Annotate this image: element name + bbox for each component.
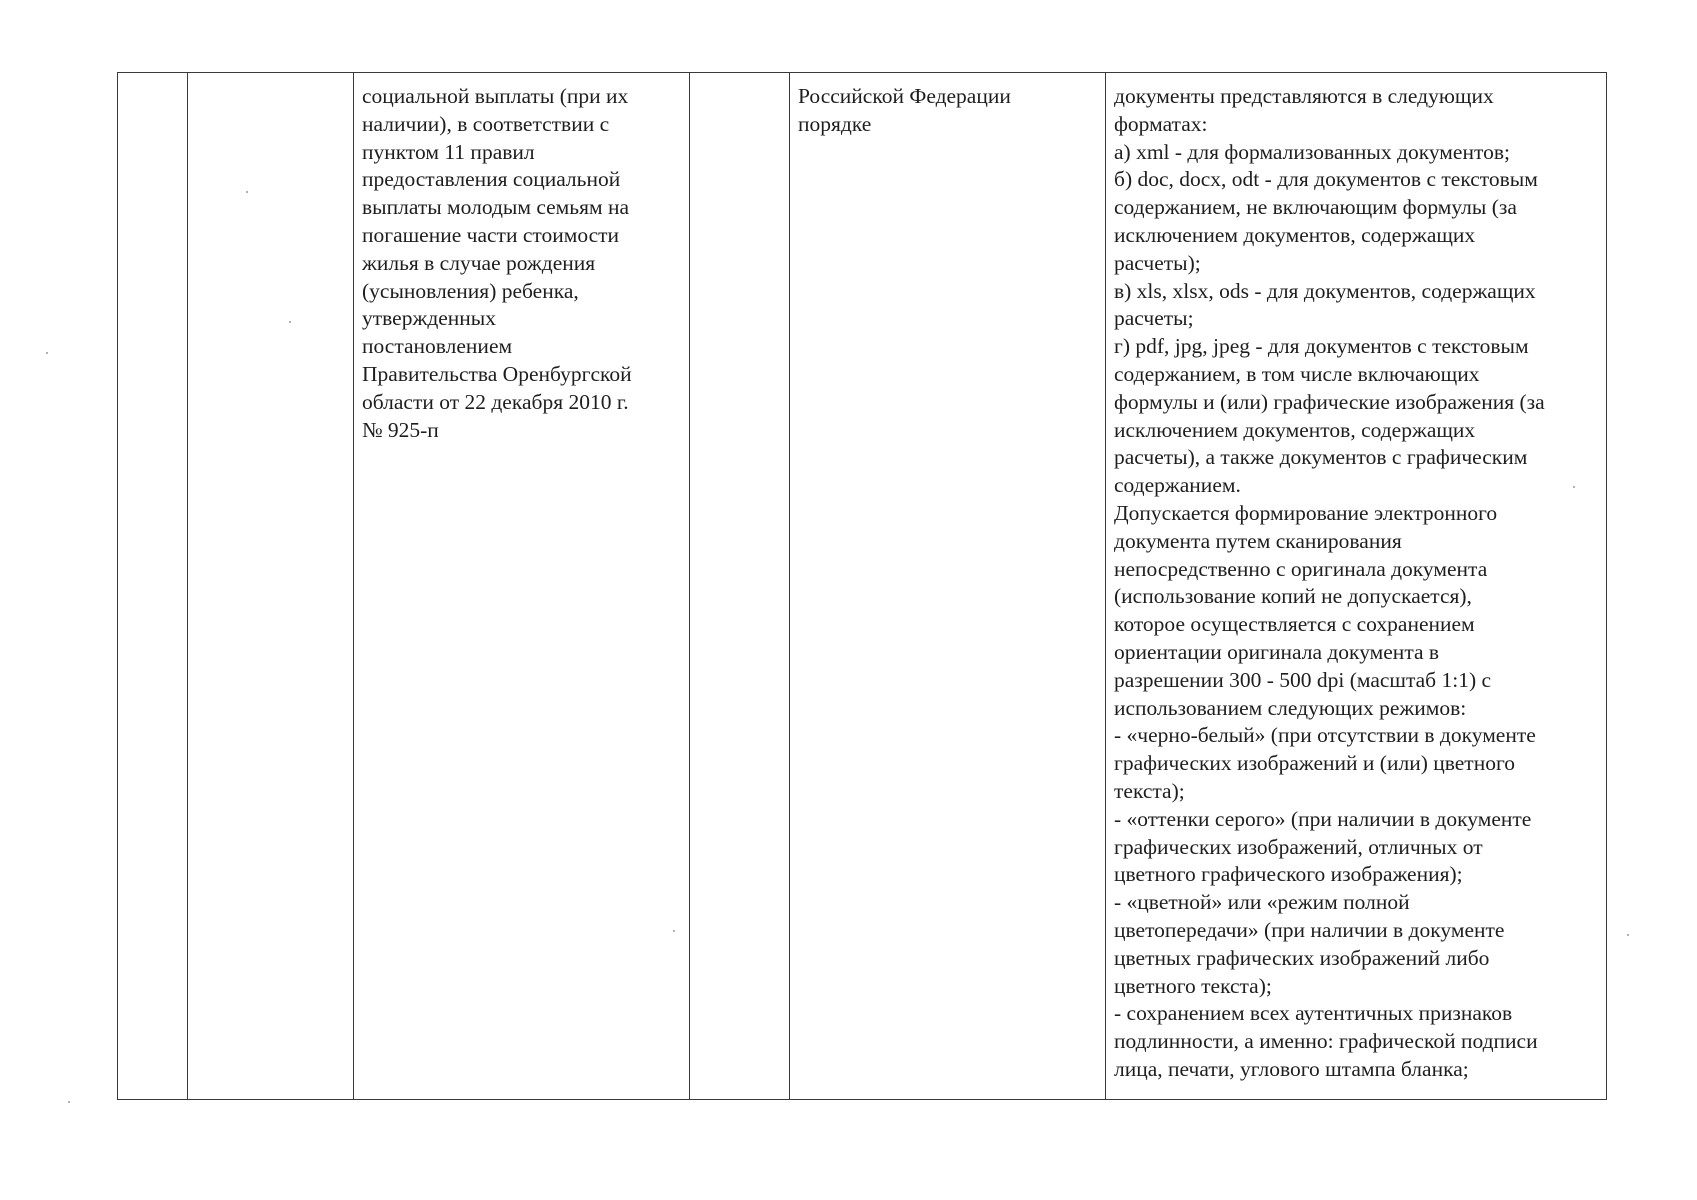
text-line: ориентации оригинала документа в (1114, 639, 1440, 664)
text-line: форматах: (1114, 111, 1208, 136)
text-line: подлинности, а именно: графической подписи (1114, 1029, 1538, 1054)
text-line: содержанием, не включающим формулы (за (1114, 195, 1517, 220)
text-line: предоставления социальной (362, 167, 621, 192)
scan-speck (246, 191, 248, 193)
text-line: Российской Федерации (798, 84, 1011, 108)
text-line: в) xls, xlsx, ods - для документов, содержащих (1114, 278, 1536, 303)
text-line: постановлением (362, 334, 513, 359)
text-line: (усыновления) ребенка, (362, 278, 579, 303)
table-row (118, 73, 1607, 1100)
text-line: - «черно-белый» (при отсутствии в документе (1114, 723, 1536, 748)
requirements-table (117, 72, 1607, 1100)
text-line: документы представляются в следующих (1114, 84, 1494, 108)
text-line: - «цветной» или «режим полной (1114, 890, 1410, 915)
text-line: цветных графических изображений либо (1114, 945, 1490, 970)
text-line: утвержденных (362, 306, 497, 331)
text-line: выплаты молодым семьям на (362, 195, 630, 220)
text-line: жилья в случае рождения (362, 250, 596, 275)
text-line: цветного текста); (1114, 973, 1272, 998)
scan-speck (289, 321, 291, 323)
cell-legal-basis (354, 73, 690, 1100)
cell-name (188, 73, 354, 1100)
scan-speck (673, 930, 675, 932)
text-line: области от 22 декабря 2010 г. (362, 389, 629, 414)
text-line: наличии), в соответствии с (362, 111, 610, 136)
scan-speck (68, 1101, 70, 1103)
text-line: Правительства Оренбургской (362, 361, 632, 386)
scan-speck (1627, 934, 1629, 936)
text-line: расчеты), а также документов с графическим (1114, 445, 1528, 470)
text-line: исключением документов, содержащих (1114, 417, 1476, 442)
text-line: графических изображений и (или) цветного (1114, 751, 1515, 776)
text-line: порядке (798, 111, 872, 136)
text-line: разрешении 300 - 500 dpi (масштаб 1:1) с (1114, 667, 1492, 692)
text-line: погашение части стоимости (362, 222, 620, 247)
scan-speck (46, 352, 48, 354)
text-line: (использование копий не допускается), (1114, 584, 1472, 609)
text-line: - «оттенки серого» (при наличии в документе (1114, 806, 1532, 831)
text-line: использованием следующих режимов: (1114, 695, 1467, 720)
text-line: г) pdf, jpg, jpeg - для документов с текстовым (1114, 334, 1529, 359)
text-line: графических изображений, отличных от (1114, 834, 1483, 859)
text-line: Допускается формирование электронного (1114, 500, 1498, 525)
text-line: текста); (1114, 778, 1185, 803)
text-line: а) xml - для формализованных документов; (1114, 139, 1510, 164)
legal-basis-text (362, 83, 683, 444)
cell-empty (690, 73, 790, 1100)
text-line: формулы и (или) графические изображения (за (1114, 389, 1545, 414)
scan-speck (1573, 486, 1575, 488)
text-line: расчеты); (1114, 250, 1201, 275)
format-requirements-text (1114, 83, 1600, 1084)
text-line: документа путем сканирования (1114, 528, 1402, 553)
text-line: содержанием. (1114, 473, 1241, 498)
text-line: непосредственно с оригинала документа (1114, 556, 1488, 581)
text-line: пунктом 11 правил (362, 139, 535, 164)
text-line: цветопередачи» (при наличии в документе (1114, 917, 1505, 942)
text-line: содержанием, в том числе включающих (1114, 361, 1480, 386)
text-line: социальной выплаты (при их (362, 84, 629, 108)
text-line: расчеты; (1114, 306, 1194, 331)
cell-number (118, 73, 188, 1100)
cell-procedure (790, 73, 1106, 1100)
text-line: исключением документов, содержащих (1114, 222, 1476, 247)
procedure-text (798, 83, 1099, 139)
text-line: - сохранением всех аутентичных признаков (1114, 1001, 1513, 1026)
text-line: лица, печати, углового штампа бланка; (1114, 1056, 1469, 1081)
text-line: которое осуществляется с сохранением (1114, 612, 1475, 637)
cell-format-requirements (1106, 73, 1607, 1100)
text-line: б) doc, docx, odt - для документов с текстовым (1114, 167, 1538, 192)
text-line: № 925-п (362, 417, 439, 442)
text-line: цветного графического изображения); (1114, 862, 1463, 887)
